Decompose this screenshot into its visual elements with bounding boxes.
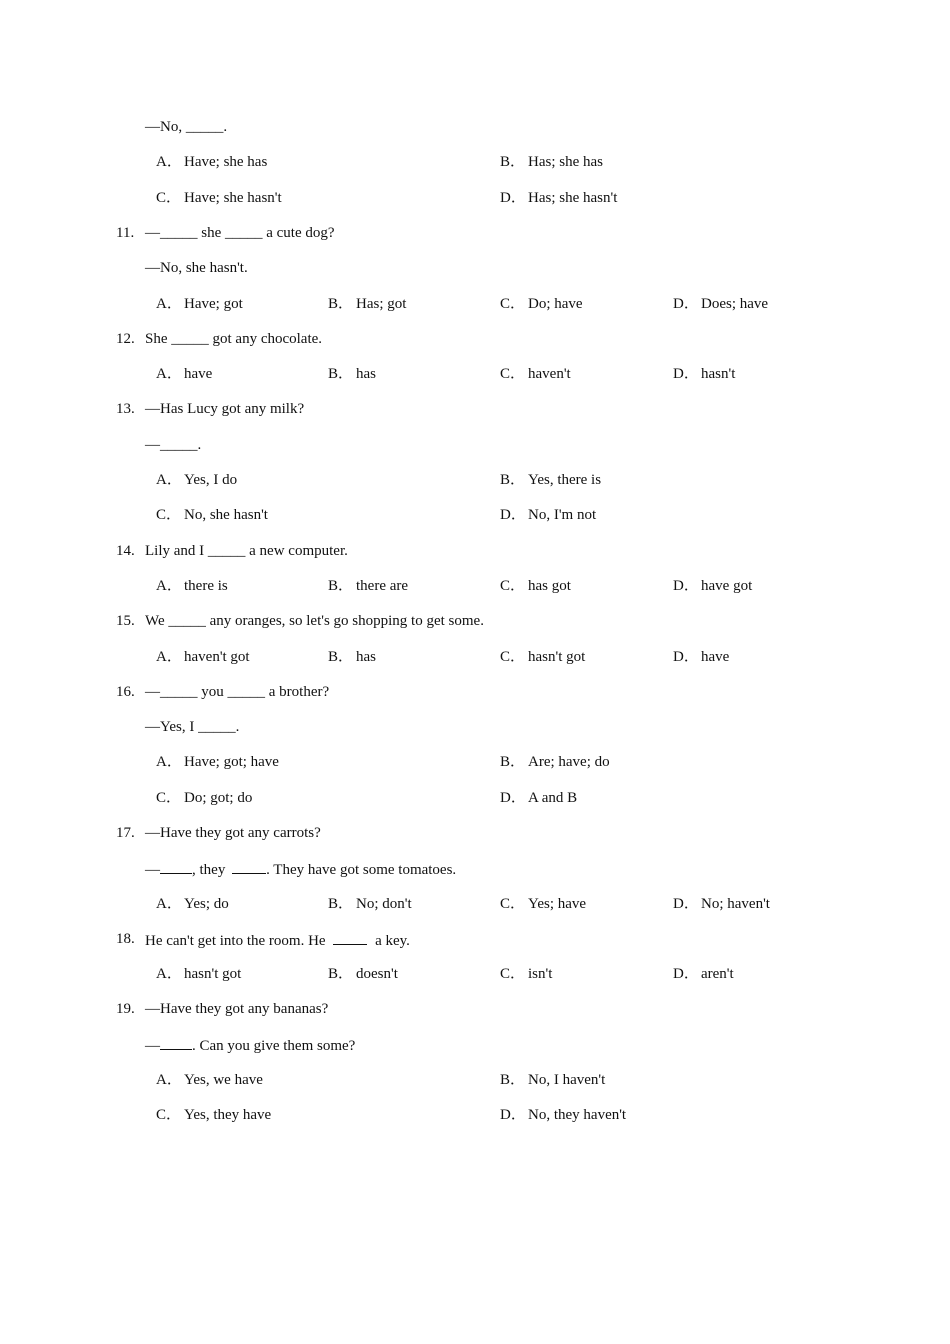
q19-number: 19. [116, 1001, 135, 1017]
q17-option-d[interactable]: D． No; haven't [673, 896, 770, 912]
q14-option-a[interactable]: A． there is [156, 578, 228, 594]
q16-option-a[interactable]: A． Have; got; have [156, 754, 279, 770]
q19-option-a[interactable]: A． Yes, we have [156, 1072, 263, 1088]
q13-stem: —Has Lucy got any milk? [145, 401, 305, 417]
q18-stem: He can't get into the room. He a key. [145, 930, 410, 950]
q11-number: 11. [116, 225, 135, 241]
q10-answer-line: —No, _____. [145, 119, 228, 135]
q12-option-c[interactable]: C． haven't [500, 366, 571, 382]
q17-stem: —Have they got any carrots? [145, 825, 321, 841]
q15-stem: We _____ any oranges, so let's go shopping to get some. [145, 613, 484, 629]
q17-option-c[interactable]: C． Yes; have [500, 896, 587, 912]
q18-option-b[interactable]: B． doesn't [328, 966, 398, 982]
q16-number: 16. [116, 684, 135, 700]
q16-option-d[interactable]: D． A and B [500, 790, 578, 806]
q16-option-c[interactable]: C． Do; got; do [156, 790, 253, 806]
q14-option-b[interactable]: B． there are [328, 578, 409, 594]
answer-blank [160, 1035, 192, 1050]
q17-number: 17. [116, 825, 135, 841]
q17-option-b[interactable]: B． No; don't [328, 896, 412, 912]
q15-option-d[interactable]: D． have [673, 649, 730, 665]
q16-stem: —_____ you _____ a brother? [145, 684, 330, 700]
q18-option-a[interactable]: A． hasn't got [156, 966, 242, 982]
q14-stem: Lily and I _____ a new computer. [145, 543, 348, 559]
q13-option-a[interactable]: A． Yes, I do [156, 472, 238, 488]
q18-option-d[interactable]: D． aren't [673, 966, 734, 982]
q16-option-b[interactable]: B． Are; have; do [500, 754, 610, 770]
q12-stem: She _____ got any chocolate. [145, 331, 323, 347]
q15-option-a[interactable]: A． haven't got [156, 649, 250, 665]
q13-number: 13. [116, 401, 135, 417]
answer-blank [232, 859, 266, 874]
q19-answer-line: — . Can you give them some? [145, 1035, 355, 1055]
q15-option-b[interactable]: B． has [328, 649, 376, 665]
q13-option-b[interactable]: B． Yes, there is [500, 472, 602, 488]
q10-option-b[interactable]: B． Has; she has [500, 154, 603, 170]
q10-option-c[interactable]: C． Have; she hasn't [156, 190, 282, 206]
q10-option-d[interactable]: D． Has; she hasn't [500, 190, 618, 206]
q11-stem: —_____ she _____ a cute dog? [145, 225, 335, 241]
q13-answer-line: —_____. [145, 437, 202, 453]
q17-answer-line: — , they . They have got some tomatoes. [145, 859, 456, 879]
q18-option-c[interactable]: C． isn't [500, 966, 553, 982]
q13-option-c[interactable]: C． No, she hasn't [156, 507, 268, 523]
q19-option-d[interactable]: D． No, they haven't [500, 1107, 627, 1123]
q15-number: 15. [116, 613, 135, 629]
q12-option-d[interactable]: D． hasn't [673, 366, 736, 382]
q19-option-c[interactable]: C． Yes, they have [156, 1107, 272, 1123]
q10-option-a[interactable]: A． Have; she has [156, 154, 268, 170]
q11-option-b[interactable]: B． Has; got [328, 296, 407, 312]
q13-option-d[interactable]: D． No, I'm not [500, 507, 597, 523]
q19-option-b[interactable]: B． No, I haven't [500, 1072, 606, 1088]
q15-option-c[interactable]: C． hasn't got [500, 649, 586, 665]
q12-number: 12. [116, 331, 135, 347]
q19-stem: —Have they got any bananas? [145, 1001, 329, 1017]
q12-option-a[interactable]: A． have [156, 366, 213, 382]
q17-option-a[interactable]: A． Yes; do [156, 896, 229, 912]
q12-option-b[interactable]: B． has [328, 366, 376, 382]
q16-answer-line: —Yes, I _____. [145, 719, 240, 735]
answer-blank [160, 859, 192, 874]
q11-answer-line: —No, she hasn't. [145, 260, 248, 276]
answer-blank [333, 930, 367, 945]
q18-number: 18. [116, 931, 135, 947]
q14-option-d[interactable]: D． have got [673, 578, 753, 594]
q11-option-a[interactable]: A． Have; got [156, 296, 243, 312]
q11-option-c[interactable]: C． Do; have [500, 296, 583, 312]
q14-number: 14. [116, 543, 135, 559]
q11-option-d[interactable]: D． Does; have [673, 296, 769, 312]
q14-option-c[interactable]: C． has got [500, 578, 571, 594]
